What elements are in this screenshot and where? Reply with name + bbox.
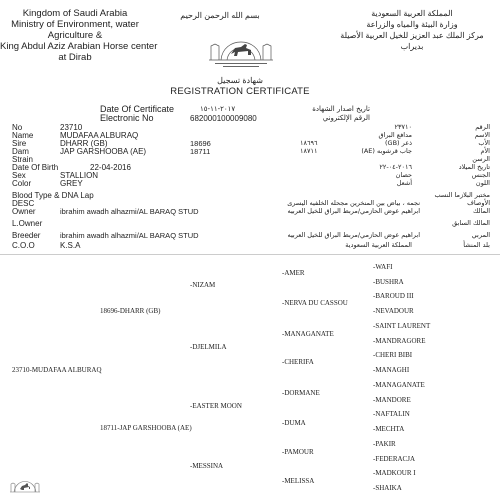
field-value: ibrahim awadh alhazmi/AL BARAQ STUD [60, 207, 199, 216]
field-label: Date Of Birth [12, 163, 59, 172]
field-label-ar: بلد المنشأ [463, 241, 490, 249]
header-left-line: at Dirab [58, 52, 92, 63]
field-mid-ar: ١٨٧١١ [300, 147, 318, 155]
header-left-line: King Abdul Aziz Arabian Horse center [0, 41, 158, 52]
pedigree-subject: 23710-MUDAFAA ALBURAQ [12, 366, 102, 374]
pedigree-gen4: -FEDERACJA [373, 455, 416, 463]
field-last-owner [0, 219, 500, 228]
field-value-ar: نجمه ، بياض بين المنخرين مجحله الخلفيه اليسرى [287, 199, 420, 207]
field-label: Blood Type & DNA Lap [12, 191, 94, 200]
electronic-no-label-ar: الرقم الإلكتروني [322, 114, 370, 122]
date-of-certificate-value: ٢٠١٧-١١-١٥ [200, 105, 236, 113]
field-value: ibrahim awadh alhazmi/AL BARAQ STUD [60, 231, 199, 240]
pedigree-gen2: -EASTER MOON [190, 402, 242, 410]
field-label: Name [12, 131, 34, 140]
field-label: Strain [12, 155, 33, 164]
pedigree-gen2: -MESSINA [190, 462, 224, 470]
pedigree-gen4: -SHAIKA [373, 484, 402, 492]
field-label: Sex [12, 171, 26, 180]
header-right-line: بديراب [400, 42, 424, 51]
electronic-no-value: 682000100009080 [190, 114, 257, 123]
field-value: JAP GARSHOOBA (AE) [60, 147, 147, 156]
field-value-ar: مدافع البراق [378, 131, 412, 139]
field-label: DESC [12, 199, 35, 208]
field-value: STALLION [60, 171, 99, 180]
field-value-ar: جاب قرشوبه (AE) [361, 147, 412, 155]
field-label-ar: تاريخ الميلاد [458, 163, 490, 171]
field-value: 22-04-2016 [90, 163, 131, 172]
field-label: Breeder [12, 231, 41, 240]
title-arabic: شهادة تسجيل [217, 76, 263, 85]
pedigree-gen4: -MANDORE [373, 396, 411, 404]
field-coo [0, 241, 500, 250]
pedigree-sire: 18696-DHARR (GB) [100, 307, 161, 315]
field-value-ar: حصان [395, 171, 412, 179]
seal-emblem-icon [8, 470, 42, 496]
header-left [0, 8, 158, 63]
header-left-line: Kingdom of Saudi Arabia [22, 8, 128, 19]
field-label-ar: الرسن [472, 155, 490, 163]
header-right-line: وزارة البيئة والمياه والزراعة [366, 20, 458, 29]
field-label: L.Owner [12, 219, 43, 228]
pedigree-gen3: -AMER [282, 269, 305, 277]
date-of-certificate-label-ar: تاريخ اصدار الشهادة [312, 105, 370, 113]
pedigree-gen4: -NAFTALIN [373, 410, 410, 418]
pedigree-gen2: -NIZAM [190, 281, 216, 289]
date-of-certificate-label: Date Of Certificate [100, 104, 175, 114]
field-value-ar: ٢٣٧١٠ [394, 123, 412, 131]
field-label-ar: المالك [473, 207, 490, 215]
field-value-ar: المملكة العربية السعودية [345, 241, 412, 249]
center-emblem-icon [205, 20, 277, 72]
field-owner [0, 207, 500, 216]
pedigree-gen3: -MELISSA [282, 477, 315, 485]
field-label-ar: الاسم [474, 131, 490, 139]
pedigree-gen2: -DJELMILA [190, 343, 227, 351]
header-right-line: المملكة العربية السعودية [371, 9, 453, 18]
electronic-no-label: Electronic No [100, 113, 154, 123]
field-value: K.S.A [60, 241, 81, 250]
field-label-ar: الرقم [475, 123, 490, 131]
field-value: 23710 [60, 123, 83, 132]
pedigree-gen3: -CHERIFA [282, 358, 314, 366]
pedigree-dam: 18711-JAP GARSHOOBA (AE) [100, 424, 192, 432]
field-value: MUDAFAA ALBURAQ [60, 131, 139, 140]
header-right-line: مركز الملك عبد العزيز للخيل العربية الأصيلة [340, 31, 484, 40]
field-label-ar: الأب [478, 139, 490, 147]
field-mid-ar: ١٨٦٩٦ [300, 139, 318, 147]
field-breeder [0, 231, 500, 240]
title-english: REGISTRATION CERTIFICATE [170, 86, 310, 97]
pedigree-gen4: -MADKOUR I [373, 469, 416, 477]
pedigree-gen3: -DUMA [282, 419, 306, 427]
field-label: Sire [12, 139, 27, 148]
pedigree-gen4: -PAKIR [373, 440, 396, 448]
field-color [0, 179, 500, 188]
pedigree-gen3: -NERVA DU CASSOU [282, 299, 348, 307]
field-label: No [12, 123, 23, 132]
field-value: DHARR (GB) [60, 139, 108, 148]
header-left-line: Ministry of Environment, water [11, 19, 139, 30]
header-right [332, 8, 492, 52]
field-label-ar: الأم [480, 147, 490, 155]
field-label-ar: الجنس [471, 171, 490, 179]
header-left-line: Agriculture & [47, 30, 103, 41]
pedigree-gen4: -WAFI [373, 263, 393, 271]
field-label: Color [12, 179, 32, 188]
pedigree-gen4: -SAINT LAURENT [373, 322, 431, 330]
field-value-ar: ٢٠١٦-٠٤-٢٢ [379, 163, 412, 171]
pedigree-gen3: -PAMOUR [282, 448, 314, 456]
pedigree-gen4: -BUSHRA [373, 278, 404, 286]
field-label-ar: مختبر البلازما النسب [434, 191, 490, 199]
pedigree-gen3: -MANAGANATE [282, 330, 334, 338]
field-value: GREY [60, 179, 83, 188]
section-divider [0, 254, 500, 255]
field-label: Owner [12, 207, 36, 216]
field-label: Dam [12, 147, 29, 156]
pedigree-gen3: -DORMANE [282, 389, 320, 397]
pedigree-gen4: -MANAGHI [373, 366, 410, 374]
field-mid: 18711 [190, 147, 211, 156]
field-label-ar: المربي [471, 231, 490, 239]
field-label: C.O.O [12, 241, 35, 250]
field-mid: 18696 [190, 139, 211, 148]
field-label-ar: المالك السابق [452, 219, 490, 227]
field-value-ar: ابراهيم عوض الحازمي/مربط البراق للخيل العربيه [287, 231, 420, 239]
pedigree-gen4: -MECHTA [373, 425, 405, 433]
field-value-ar: ابراهيم عوض الحازمي/مربط البراق للخيل العربيه [287, 207, 420, 215]
pedigree-gen4: -BAROUD III [373, 292, 414, 300]
pedigree-gen4: -MANDRAGORE [373, 337, 426, 345]
pedigree-gen4: -MANAGANATE [373, 381, 425, 389]
bismillah: بسم الله الرحمن الرحيم [180, 11, 260, 20]
field-label-ar: اللون [475, 179, 490, 187]
field-value-ar: أشعل [396, 179, 412, 187]
field-value-ar: ذعر (GB) [384, 139, 412, 147]
field-label-ar: الأوصاف [467, 199, 490, 207]
pedigree-gen4: -CHERI BIBI [373, 351, 413, 359]
pedigree-gen4: -NEVADOUR [373, 307, 414, 315]
